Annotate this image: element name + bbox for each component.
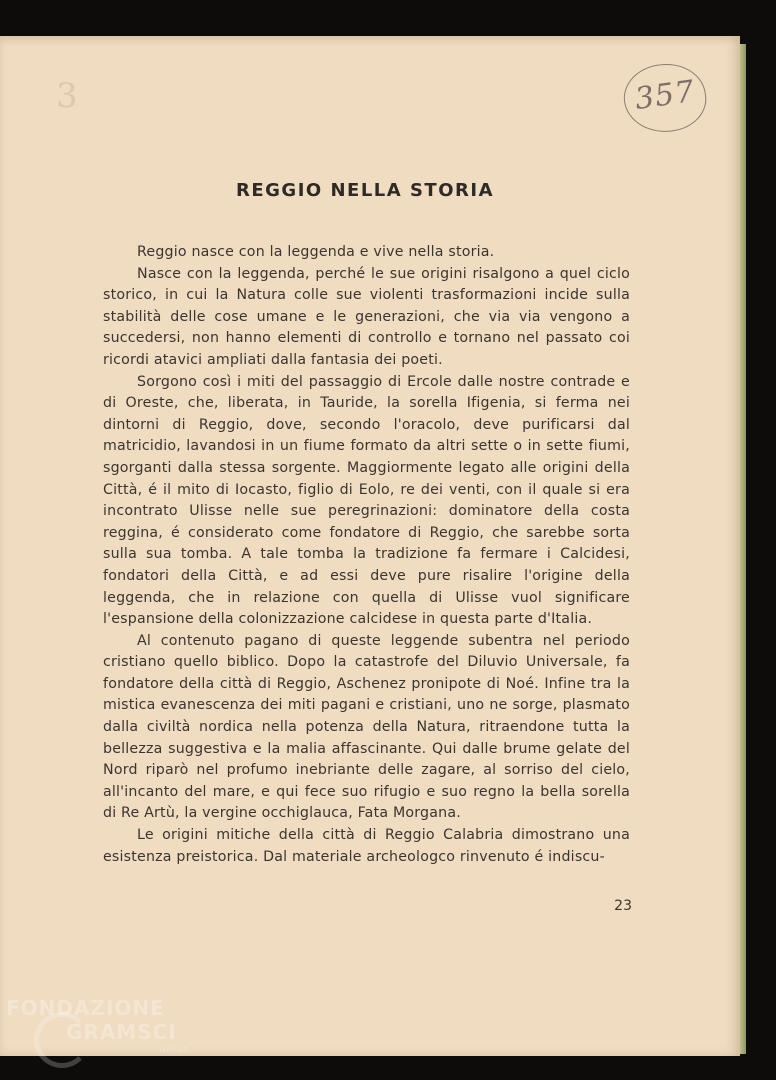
paragraph: Sorgono così i miti del passaggio di Ercole dalle nostre contrade e di Oreste, che, liberata, in Tauride, la sorella Ifigenia, si ferma nei dintorni di Reggio, dove, secondo l'oracolo, deve purificarsi dal matricidio, lavandosi in un fiume formato da altri sette o in sette fiumi, sgorganti dalla stessa sorgente. Maggiormente legato alle origini della Città, é il mito di Iocasto, figlio di Eolo, re dei venti, con il quale si era incontrato Ulisse nelle sue peregrinazioni: dominatore della costa reggina, é considerato come fondatore di Reggio, che sarebbe sorta sulla sua tomba. A tale tomba la tradizione fa fermare i Calcidesi, fondatori della Città, e ad essi deve pure risalire l'origine della leggenda, che in relazione con quella di Ulisse vuol significare l'espansione della colonizzazione calcidese in questa parte d'Italia. [103,373,630,628]
handwritten-page-number: 357 [632,73,698,118]
watermark-line: FONDAZIONE [6,996,165,1020]
watermark-line: onlus [160,1045,190,1055]
bleed-through-number: 3 [56,76,78,116]
watermark-line: GRAMSCI [66,1020,177,1044]
watermark [6,996,196,1056]
paragraph: Le origini mitiche della città di Reggio Calabria dimostrano una esistenza preistorica. Dal materiale archeologco rinvenuto é indiscu- [103,827,630,865]
body-text [103,242,630,868]
page-folio: 23 [614,898,632,914]
paragraph: Al contenuto pagano di queste leggende subentra nel periodo cristiano quello biblico. Dopo la catastrofe del Diluvio Universale, fa fondatore della città di Reggio, Aschenez pronipote di Noé. Infine tra la mistica evanescenza dei miti pagani e cristiani, uno ne sorge, plasmato dalla civiltà nordica nella potenza della Natura, ritraendone tutta la bellezza suggestiva e la malia affascinante. Qui dalle brume gelate del Nord riparò nel profumo inebriante delle zagare, al sorriso del cielo, all'incanto del mare, e qui fece suo rifugio e suo regno la bella sorella di Re Artù, la vergine occhiglauca, Fata Morgana. [103,632,630,822]
paragraph: Nasce con la leggenda, perché le sue origini risalgono a quel ciclo storico, in cui la Natura colle sue violenti trasformazioni incide sulla stabilità delle cose umane e le generazioni, che via via vengono a succedersi, non hanno elementi di controllo e tornano nel passato coi ricordi atavici ampliati dalla fantasia dei poeti. [103,265,630,368]
paragraph: Reggio nasce con la leggenda e vive nella storia. [137,244,495,260]
page-title: REGGIO NELLA STORIA [236,180,494,201]
